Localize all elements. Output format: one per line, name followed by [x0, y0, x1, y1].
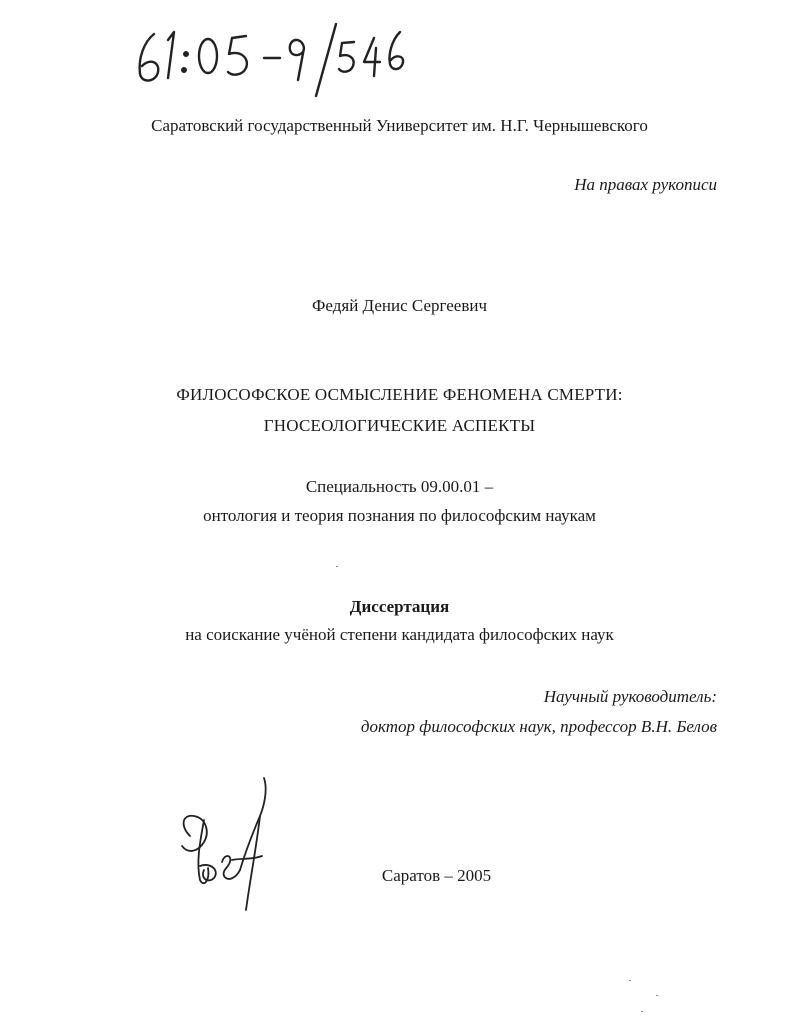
advisor-name: доктор философских наук, профессор В.Н. Белов: [360, 717, 717, 736]
dissertation-title-line-1: ФИЛОСОФСКОЕ ОСМЫСЛЕНИЕ ФЕНОМЕНА СМЕРТИ:: [176, 385, 623, 404]
university-name: Саратовский государственный Университет им. Н.Г. Чернышевского: [151, 116, 648, 135]
author-name: Федяй Денис Сергеевич: [311, 296, 487, 315]
author-signature: [170, 770, 280, 920]
place-and-year: Саратов – 2005: [381, 866, 492, 885]
scan-speck: [656, 995, 658, 996]
handwritten-catalog-number: [128, 18, 428, 98]
scan-speck: [629, 980, 631, 981]
degree-purpose: на соискание учёной степени кандидата философских наук: [185, 625, 614, 644]
specialty-code: Специальность 09.00.01 –: [305, 477, 494, 496]
specialty-description: онтология и теория познания по философским наукам: [203, 506, 596, 525]
dissertation-title-line-2: ГНОСЕОЛОГИЧЕСКИЕ АСПЕКТЫ: [263, 416, 536, 435]
scan-speck: [336, 566, 338, 567]
advisor-label: Научный руководитель:: [543, 687, 717, 706]
manuscript-rights-note: На правах рукописи: [574, 175, 717, 194]
document-type-heading: Диссертация: [349, 597, 450, 616]
scan-speck: [641, 1011, 643, 1012]
